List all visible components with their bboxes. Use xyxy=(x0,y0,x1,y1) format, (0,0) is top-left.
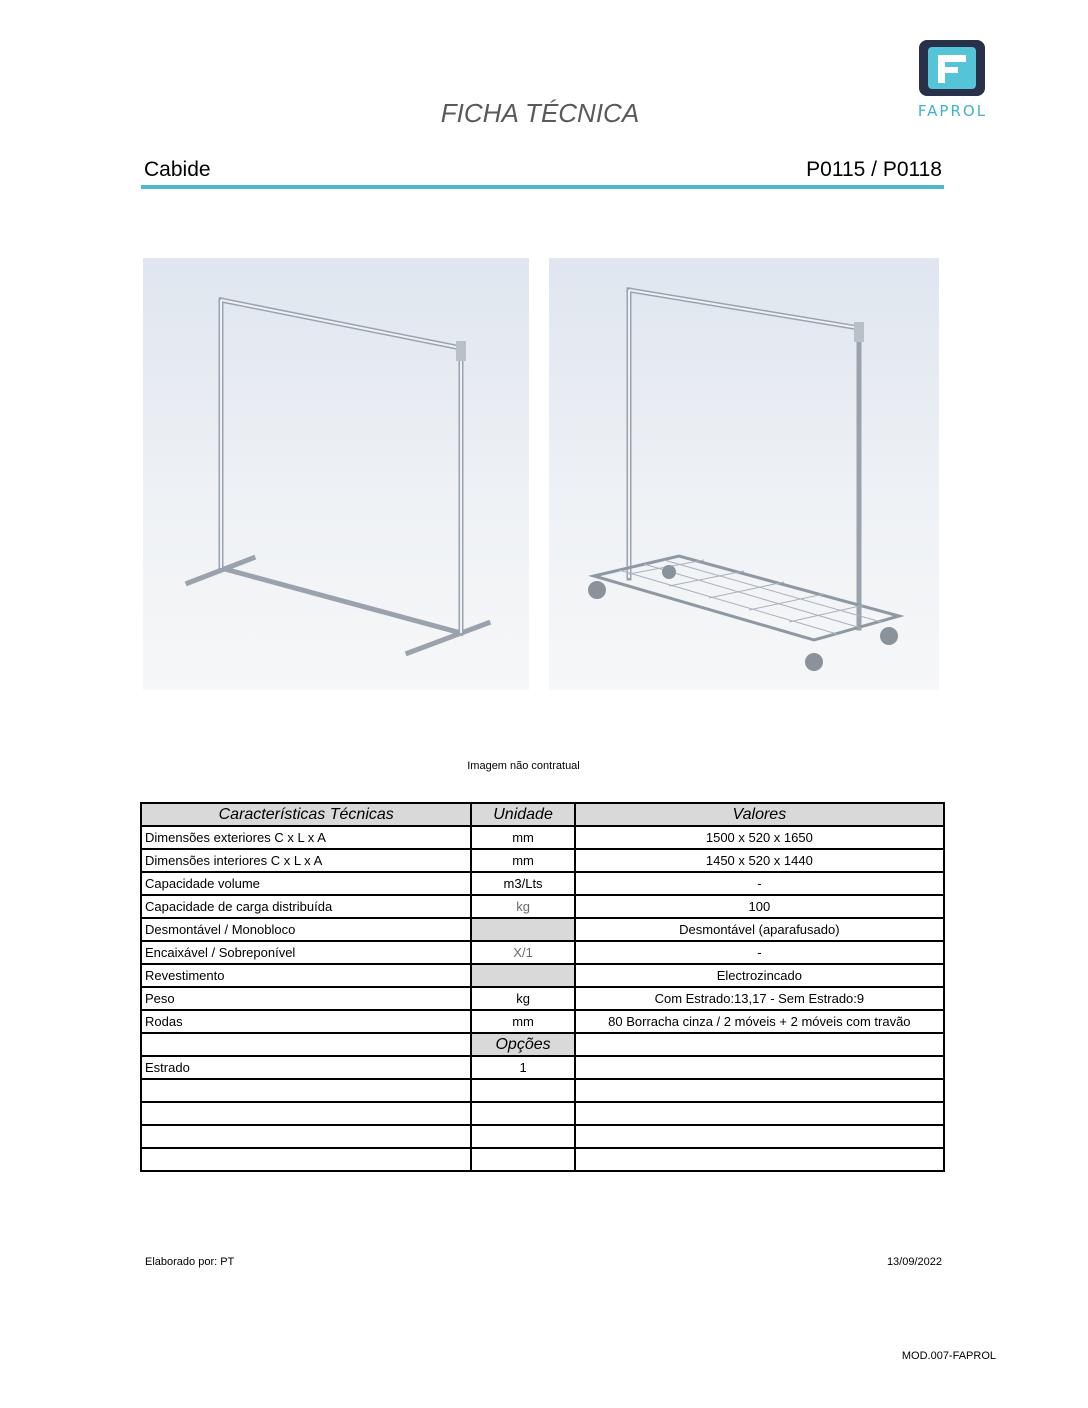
option-quantity: 1 xyxy=(471,1056,574,1079)
row-value: 1500 x 520 x 1650 xyxy=(575,826,944,849)
row-label: Capacidade volume xyxy=(141,872,471,895)
table-row xyxy=(141,872,944,895)
empty-row xyxy=(141,1125,944,1148)
prepared-by: Elaborado por: PT xyxy=(145,1256,235,1268)
option-value xyxy=(575,1056,944,1079)
table-row xyxy=(141,918,944,941)
row-unit: m3/Lts xyxy=(471,872,574,895)
document-title: FICHA TÉCNICA xyxy=(440,98,640,128)
empty-row xyxy=(141,1148,944,1171)
options-header-spacer xyxy=(575,1033,944,1056)
row-unit xyxy=(471,918,574,941)
image-caption: Imagem não contratual xyxy=(467,760,580,772)
table-row xyxy=(141,941,944,964)
table-row xyxy=(141,826,944,849)
row-unit: kg xyxy=(471,987,574,1010)
options-header-spacer xyxy=(141,1033,471,1056)
table-row xyxy=(141,1056,944,1079)
table-header-row xyxy=(141,803,944,826)
row-label: Peso xyxy=(141,987,471,1010)
row-label: Dimensões exteriores C x L x A xyxy=(141,826,471,849)
row-unit xyxy=(471,964,574,987)
row-label: Capacidade de carga distribuída xyxy=(141,895,471,918)
form-code: MOD.007-FAPROL xyxy=(901,1350,996,1362)
column-header-values: Valores xyxy=(575,803,944,826)
row-unit: mm xyxy=(471,826,574,849)
row-label: Dimensões interiores C x L x A xyxy=(141,849,471,872)
row-unit: kg xyxy=(471,895,574,918)
document-date: 13/09/2022 xyxy=(886,1256,942,1268)
product-code: P0115 / P0118 xyxy=(806,158,942,181)
table-row xyxy=(141,849,944,872)
table-row xyxy=(141,987,944,1010)
row-value: Desmontável (aparafusado) xyxy=(575,918,944,941)
row-value: Com Estrado:13,17 - Sem Estrado:9 xyxy=(575,987,944,1010)
row-label: Encaixável / Sobreponível xyxy=(141,941,471,964)
specifications-table xyxy=(140,802,945,1172)
row-value: 1450 x 520 x 1440 xyxy=(575,849,944,872)
row-unit: mm xyxy=(471,1010,574,1033)
row-label: Rodas xyxy=(141,1010,471,1033)
empty-row xyxy=(141,1102,944,1125)
product-image-rack xyxy=(143,258,529,690)
empty-row xyxy=(141,1079,944,1102)
table-row xyxy=(141,1010,944,1033)
logo-text: FAPROL xyxy=(917,102,988,120)
row-value: 100 xyxy=(575,895,944,918)
column-header-unit: Unidade xyxy=(471,803,574,826)
options-header-row xyxy=(141,1033,944,1056)
product-image-rack-with-shelf xyxy=(549,258,939,690)
option-label: Estrado xyxy=(141,1056,471,1079)
header-divider xyxy=(141,185,944,189)
logo-mark xyxy=(919,40,985,96)
row-label: Revestimento xyxy=(141,964,471,987)
row-unit: X/1 xyxy=(471,941,574,964)
column-header-characteristics: Características Técnicas xyxy=(141,803,471,826)
options-header: Opções xyxy=(471,1033,574,1056)
product-name: Cabide xyxy=(144,158,211,181)
row-value: 80 Borracha cinza / 2 móveis + 2 móveis com travão xyxy=(575,1010,944,1033)
row-value: - xyxy=(575,941,944,964)
table-row xyxy=(141,964,944,987)
table-row xyxy=(141,895,944,918)
row-value: - xyxy=(575,872,944,895)
row-unit: mm xyxy=(471,849,574,872)
row-label: Desmontável / Monobloco xyxy=(141,918,471,941)
row-value: Electrozincado xyxy=(575,964,944,987)
